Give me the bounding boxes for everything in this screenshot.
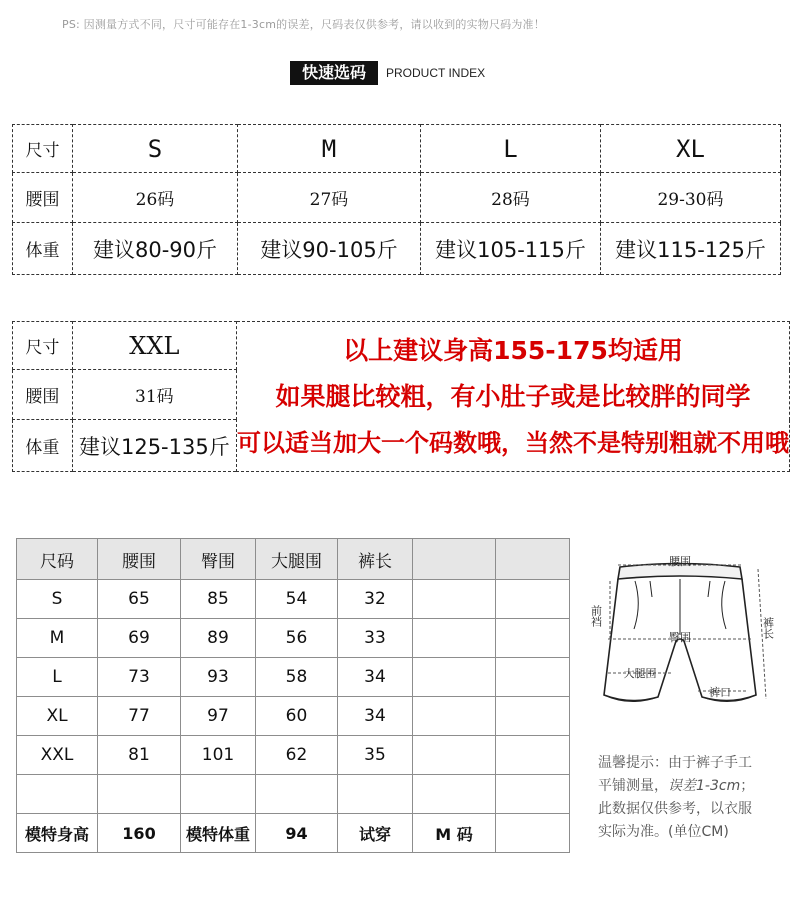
table-cell: 34 [338, 658, 413, 697]
table-cell: 69 [98, 619, 181, 658]
table-cell: S [17, 580, 98, 619]
table-cell: 62 [256, 736, 338, 775]
header-thigh: 大腿围 [256, 539, 338, 580]
table-cell [496, 814, 570, 853]
table-cell: 60 [256, 697, 338, 736]
weight-xl: 建议115-125斤 [601, 223, 781, 275]
table-row [17, 658, 570, 697]
table-cell: XL [17, 697, 98, 736]
size-row [13, 125, 781, 173]
size-row [13, 322, 790, 370]
section-header [290, 61, 485, 85]
table-cell: 35 [338, 736, 413, 775]
weight-s: 建议80-90斤 [73, 223, 238, 275]
diagram-thigh-label: 大腿围 [623, 667, 657, 680]
table-row [17, 736, 570, 775]
header-hip: 臀围 [181, 539, 256, 580]
table-cell [98, 775, 181, 814]
table-cell: 97 [181, 697, 256, 736]
table-cell: 33 [338, 619, 413, 658]
table-cell: 85 [181, 580, 256, 619]
table-cell [413, 619, 496, 658]
diagram-length-label: 裤长 [761, 617, 775, 639]
size-label: 尺寸 [13, 322, 73, 370]
fit-notice-line-3: 可以适当加大一个码数哦，当然不是特别粗就不用哦 [236, 428, 789, 457]
waist-label: 腰围 [13, 173, 73, 223]
tip-line-2a: 平铺测量， [598, 778, 668, 794]
table-cell: 54 [256, 580, 338, 619]
table-cell: 56 [256, 619, 338, 658]
fit-notice-line-1: 以上建议身高155-175均适用 [343, 335, 683, 365]
size-m: M [238, 125, 421, 173]
tryon-size: M 码 [413, 814, 496, 853]
tip-error-range: 误差1-3cm [668, 778, 741, 794]
section-title-zh: 快速选码 [290, 61, 378, 85]
table-cell: 101 [181, 736, 256, 775]
table-cell: L [17, 658, 98, 697]
table-cell [496, 619, 570, 658]
table-row [17, 775, 570, 814]
diagram-hip-label: 臀围 [669, 631, 691, 644]
table-cell [413, 736, 496, 775]
waist-xl: 29-30码 [601, 173, 781, 223]
fit-notice [236, 322, 789, 472]
table-cell [496, 580, 570, 619]
tip-line-2 [598, 775, 788, 798]
table-cell [496, 775, 570, 814]
table-row [17, 697, 570, 736]
tip-line-2c: ； [740, 778, 755, 794]
quick-size-table-2 [12, 321, 790, 472]
section-title-en: PRODUCT INDEX [386, 66, 486, 80]
table-cell: XXL [17, 736, 98, 775]
weight-label: 体重 [13, 420, 73, 472]
table-cell: 77 [98, 697, 181, 736]
table-cell: M [17, 619, 98, 658]
table-cell [256, 775, 338, 814]
size-xl: XL [601, 125, 781, 173]
table-cell [496, 658, 570, 697]
tip-line-1: 温馨提示：由于裤子手工 [598, 755, 752, 771]
table-cell: 58 [256, 658, 338, 697]
weight-label: 体重 [13, 223, 73, 275]
shorts-diagram [580, 545, 780, 725]
model-weight-label: 模特体重 [181, 814, 256, 853]
measurement-tip [598, 752, 788, 844]
waist-row [13, 173, 781, 223]
waist-m: 27码 [238, 173, 421, 223]
tryon-label: 试穿 [338, 814, 413, 853]
model-weight-value: 94 [256, 814, 338, 853]
tip-line-3: 此数据仅供参考，以衣服 [598, 801, 752, 817]
weight-xxl: 建议125-135斤 [72, 420, 236, 472]
table-cell [338, 775, 413, 814]
table-cell [496, 697, 570, 736]
table-cell: 73 [98, 658, 181, 697]
table-cell [413, 697, 496, 736]
table-cell [181, 775, 256, 814]
weight-m: 建议90-105斤 [238, 223, 421, 275]
header-empty [413, 539, 496, 580]
size-l: L [421, 125, 601, 173]
quick-size-table-1 [12, 124, 781, 275]
table-cell: 65 [98, 580, 181, 619]
waist-s: 26码 [73, 173, 238, 223]
tip-line-4: 实际为准。(单位CM) [598, 824, 729, 840]
waist-label: 腰围 [13, 370, 73, 420]
table-cell: 32 [338, 580, 413, 619]
weight-l: 建议105-115斤 [421, 223, 601, 275]
waist-xxl: 31码 [72, 370, 236, 420]
table-cell [413, 775, 496, 814]
fit-notice-line-2: 如果腿比较粗，有小肚子或是比较胖的同学 [275, 381, 751, 411]
weight-row [13, 223, 781, 275]
table-cell: 89 [181, 619, 256, 658]
waist-l: 28码 [421, 173, 601, 223]
header-length: 裤长 [338, 539, 413, 580]
size-s: S [73, 125, 238, 173]
diagram-front-rise-label: 前裆 [589, 605, 603, 627]
measurement-header-row [17, 539, 570, 580]
header-waist: 腰围 [98, 539, 181, 580]
table-cell [413, 580, 496, 619]
table-cell [413, 658, 496, 697]
size-xxl: XXL [72, 322, 236, 370]
measurement-table [16, 538, 570, 853]
table-cell: 34 [338, 697, 413, 736]
size-label: 尺寸 [13, 125, 73, 173]
table-cell [496, 736, 570, 775]
diagram-waist-label: 腰围 [669, 555, 691, 568]
header-empty [496, 539, 570, 580]
table-cell: 93 [181, 658, 256, 697]
diagram-hem-label: 裤口 [709, 686, 731, 699]
model-height-value: 160 [98, 814, 181, 853]
table-row [17, 580, 570, 619]
disclaimer-note: PS: 因测量方式不同，尺寸可能存在1-3cm的误差，尺码表仅供参考，请以收到的实物尺码为准！ [62, 18, 545, 31]
model-info-row [17, 814, 570, 853]
table-cell [17, 775, 98, 814]
header-size: 尺码 [17, 539, 98, 580]
table-row [17, 619, 570, 658]
model-height-label: 模特身高 [17, 814, 98, 853]
table-cell: 81 [98, 736, 181, 775]
